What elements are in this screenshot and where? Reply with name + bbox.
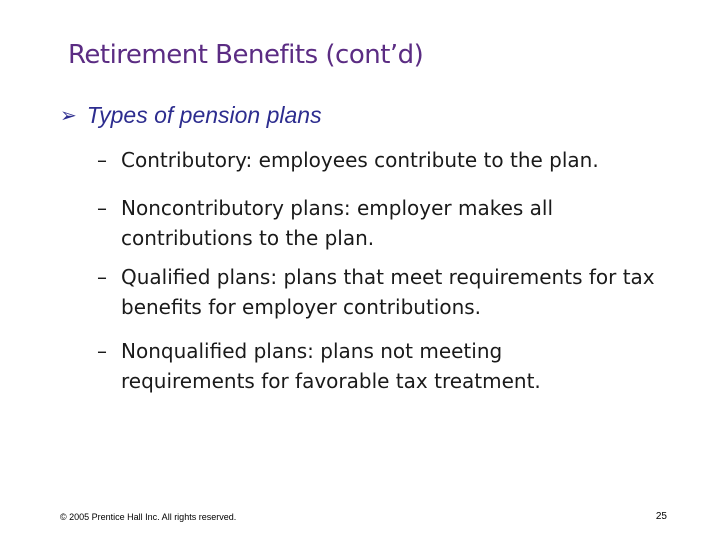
main-bullet [60,102,322,129]
sub-item [97,262,657,322]
sub-item-text: Nonqualified plans: plans not meeting requirements for favorable tax treatment. [121,339,541,393]
page-number: 25 [655,511,667,522]
slide-title: Retirement Benefits (cont’d) [68,40,424,70]
sub-item [97,193,597,253]
sub-item [97,336,597,396]
arrow-bullet-icon: ➢ [60,105,77,127]
dash-bullet: – [97,148,107,172]
sub-item-text: Contributory: employees contribute to the plan. [121,148,599,172]
dash-bullet: – [97,339,107,363]
dash-bullet: – [97,196,107,220]
sub-item-text: Qualified plans: plans that meet requirements for tax benefits for employer contributions. [121,265,655,319]
sub-item [97,145,697,175]
dash-bullet: – [97,265,107,289]
sub-item-text: Noncontributory plans: employer makes all contributions to the plan. [121,196,554,250]
footer-copyright: © 2005 Prentice Hall Inc. All rights reserved. [60,512,237,522]
main-bullet-text: Types of pension plans [86,102,322,128]
